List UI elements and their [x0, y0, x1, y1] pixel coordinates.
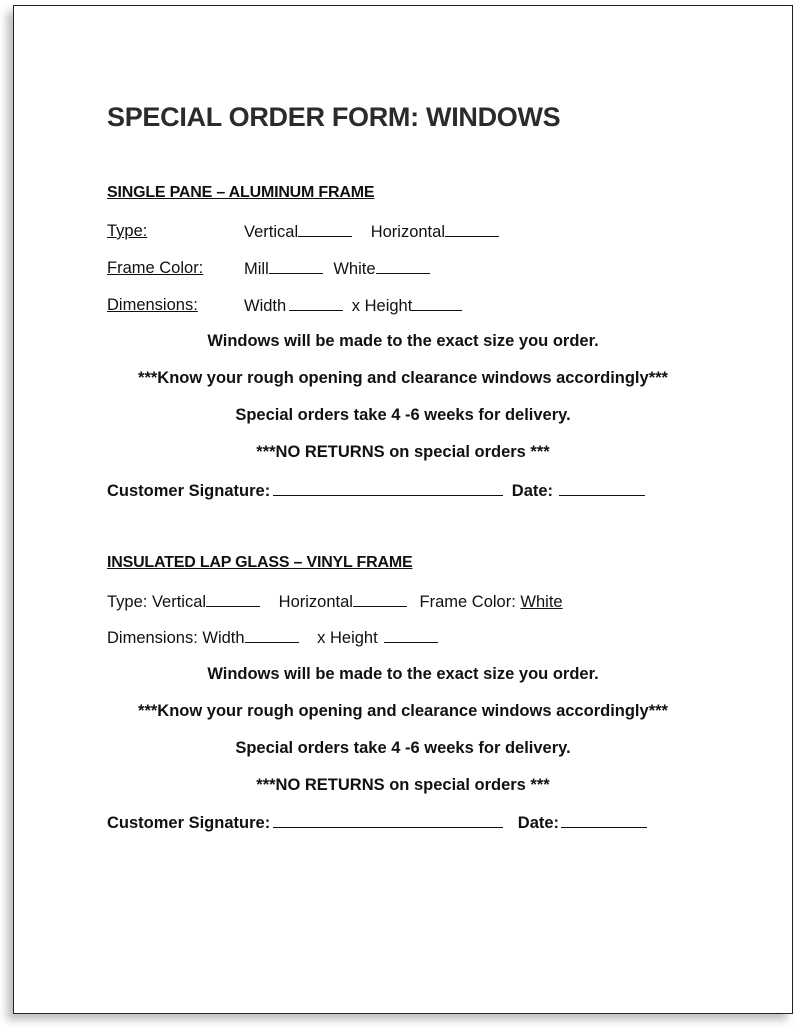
vertical-blank[interactable] [298, 222, 352, 237]
page-title: SPECIAL ORDER FORM: WINDOWS [107, 102, 561, 132]
frame-color-value: White [520, 593, 563, 611]
mill-blank[interactable] [269, 259, 323, 274]
dimensions-width-label: Dimensions: Width [107, 629, 245, 647]
white-label: White [333, 260, 376, 278]
section1-signature-row [107, 481, 645, 501]
section2-type-row [107, 592, 563, 612]
document-page [13, 5, 793, 1014]
signature-label: Customer Signature: [107, 482, 271, 500]
section1-heading: SINGLE PANE – ALUMINUM FRAME [107, 184, 375, 201]
section1-note-rough-opening: ***Know your rough opening and clearance windows accordingly*** [138, 369, 668, 387]
frame-color-label: Frame Color: [419, 593, 516, 611]
horizontal-label: Horizontal [370, 223, 445, 241]
date-label: Date: [517, 814, 560, 832]
section2-dimensions-row [107, 628, 438, 648]
signature-blank[interactable] [273, 813, 503, 828]
date-label: Date: [511, 482, 554, 500]
section2-signature-row [107, 813, 647, 833]
date-blank[interactable] [559, 481, 645, 496]
section2-heading: INSULATED LAP GLASS – VINYL FRAME [107, 554, 413, 571]
horizontal-blank[interactable] [353, 592, 407, 607]
section1-frame-color-row [244, 259, 430, 279]
height-blank[interactable] [412, 296, 462, 311]
height-label: x Height [351, 297, 413, 315]
section2-note-exact-size: Windows will be made to the exact size you order. [207, 665, 599, 683]
height-blank[interactable] [384, 628, 438, 643]
horizontal-blank[interactable] [445, 222, 499, 237]
section1-dimensions-label: Dimensions: [107, 296, 198, 314]
width-blank[interactable] [245, 628, 299, 643]
section1-note-no-returns: ***NO RETURNS on special orders *** [256, 443, 550, 461]
signature-label: Customer Signature: [107, 814, 271, 832]
section1-type-label: Type: [107, 222, 148, 240]
type-vertical-label: Type: Vertical [107, 593, 207, 611]
section1-dimensions-row [244, 296, 462, 316]
vertical-blank[interactable] [206, 592, 260, 607]
mill-label: Mill [244, 260, 269, 278]
height-label: x Height [317, 629, 378, 647]
vertical-label: Vertical [244, 223, 299, 241]
white-blank[interactable] [376, 259, 430, 274]
section2-note-rough-opening: ***Know your rough opening and clearance windows accordingly*** [138, 702, 668, 720]
width-blank[interactable] [289, 296, 343, 311]
section2-note-delivery: Special orders take 4 -6 weeks for delivery. [235, 739, 571, 757]
section1-type-row [244, 222, 499, 242]
date-blank[interactable] [561, 813, 647, 828]
section1-note-exact-size: Windows will be made to the exact size you order. [207, 332, 599, 350]
width-label: Width [244, 297, 287, 315]
section1-frame-color-label: Frame Color: [107, 259, 204, 277]
horizontal-label: Horizontal [278, 593, 353, 611]
signature-blank[interactable] [273, 481, 503, 496]
section2-note-no-returns: ***NO RETURNS on special orders *** [256, 776, 550, 794]
section1-note-delivery: Special orders take 4 -6 weeks for delivery. [235, 406, 571, 424]
